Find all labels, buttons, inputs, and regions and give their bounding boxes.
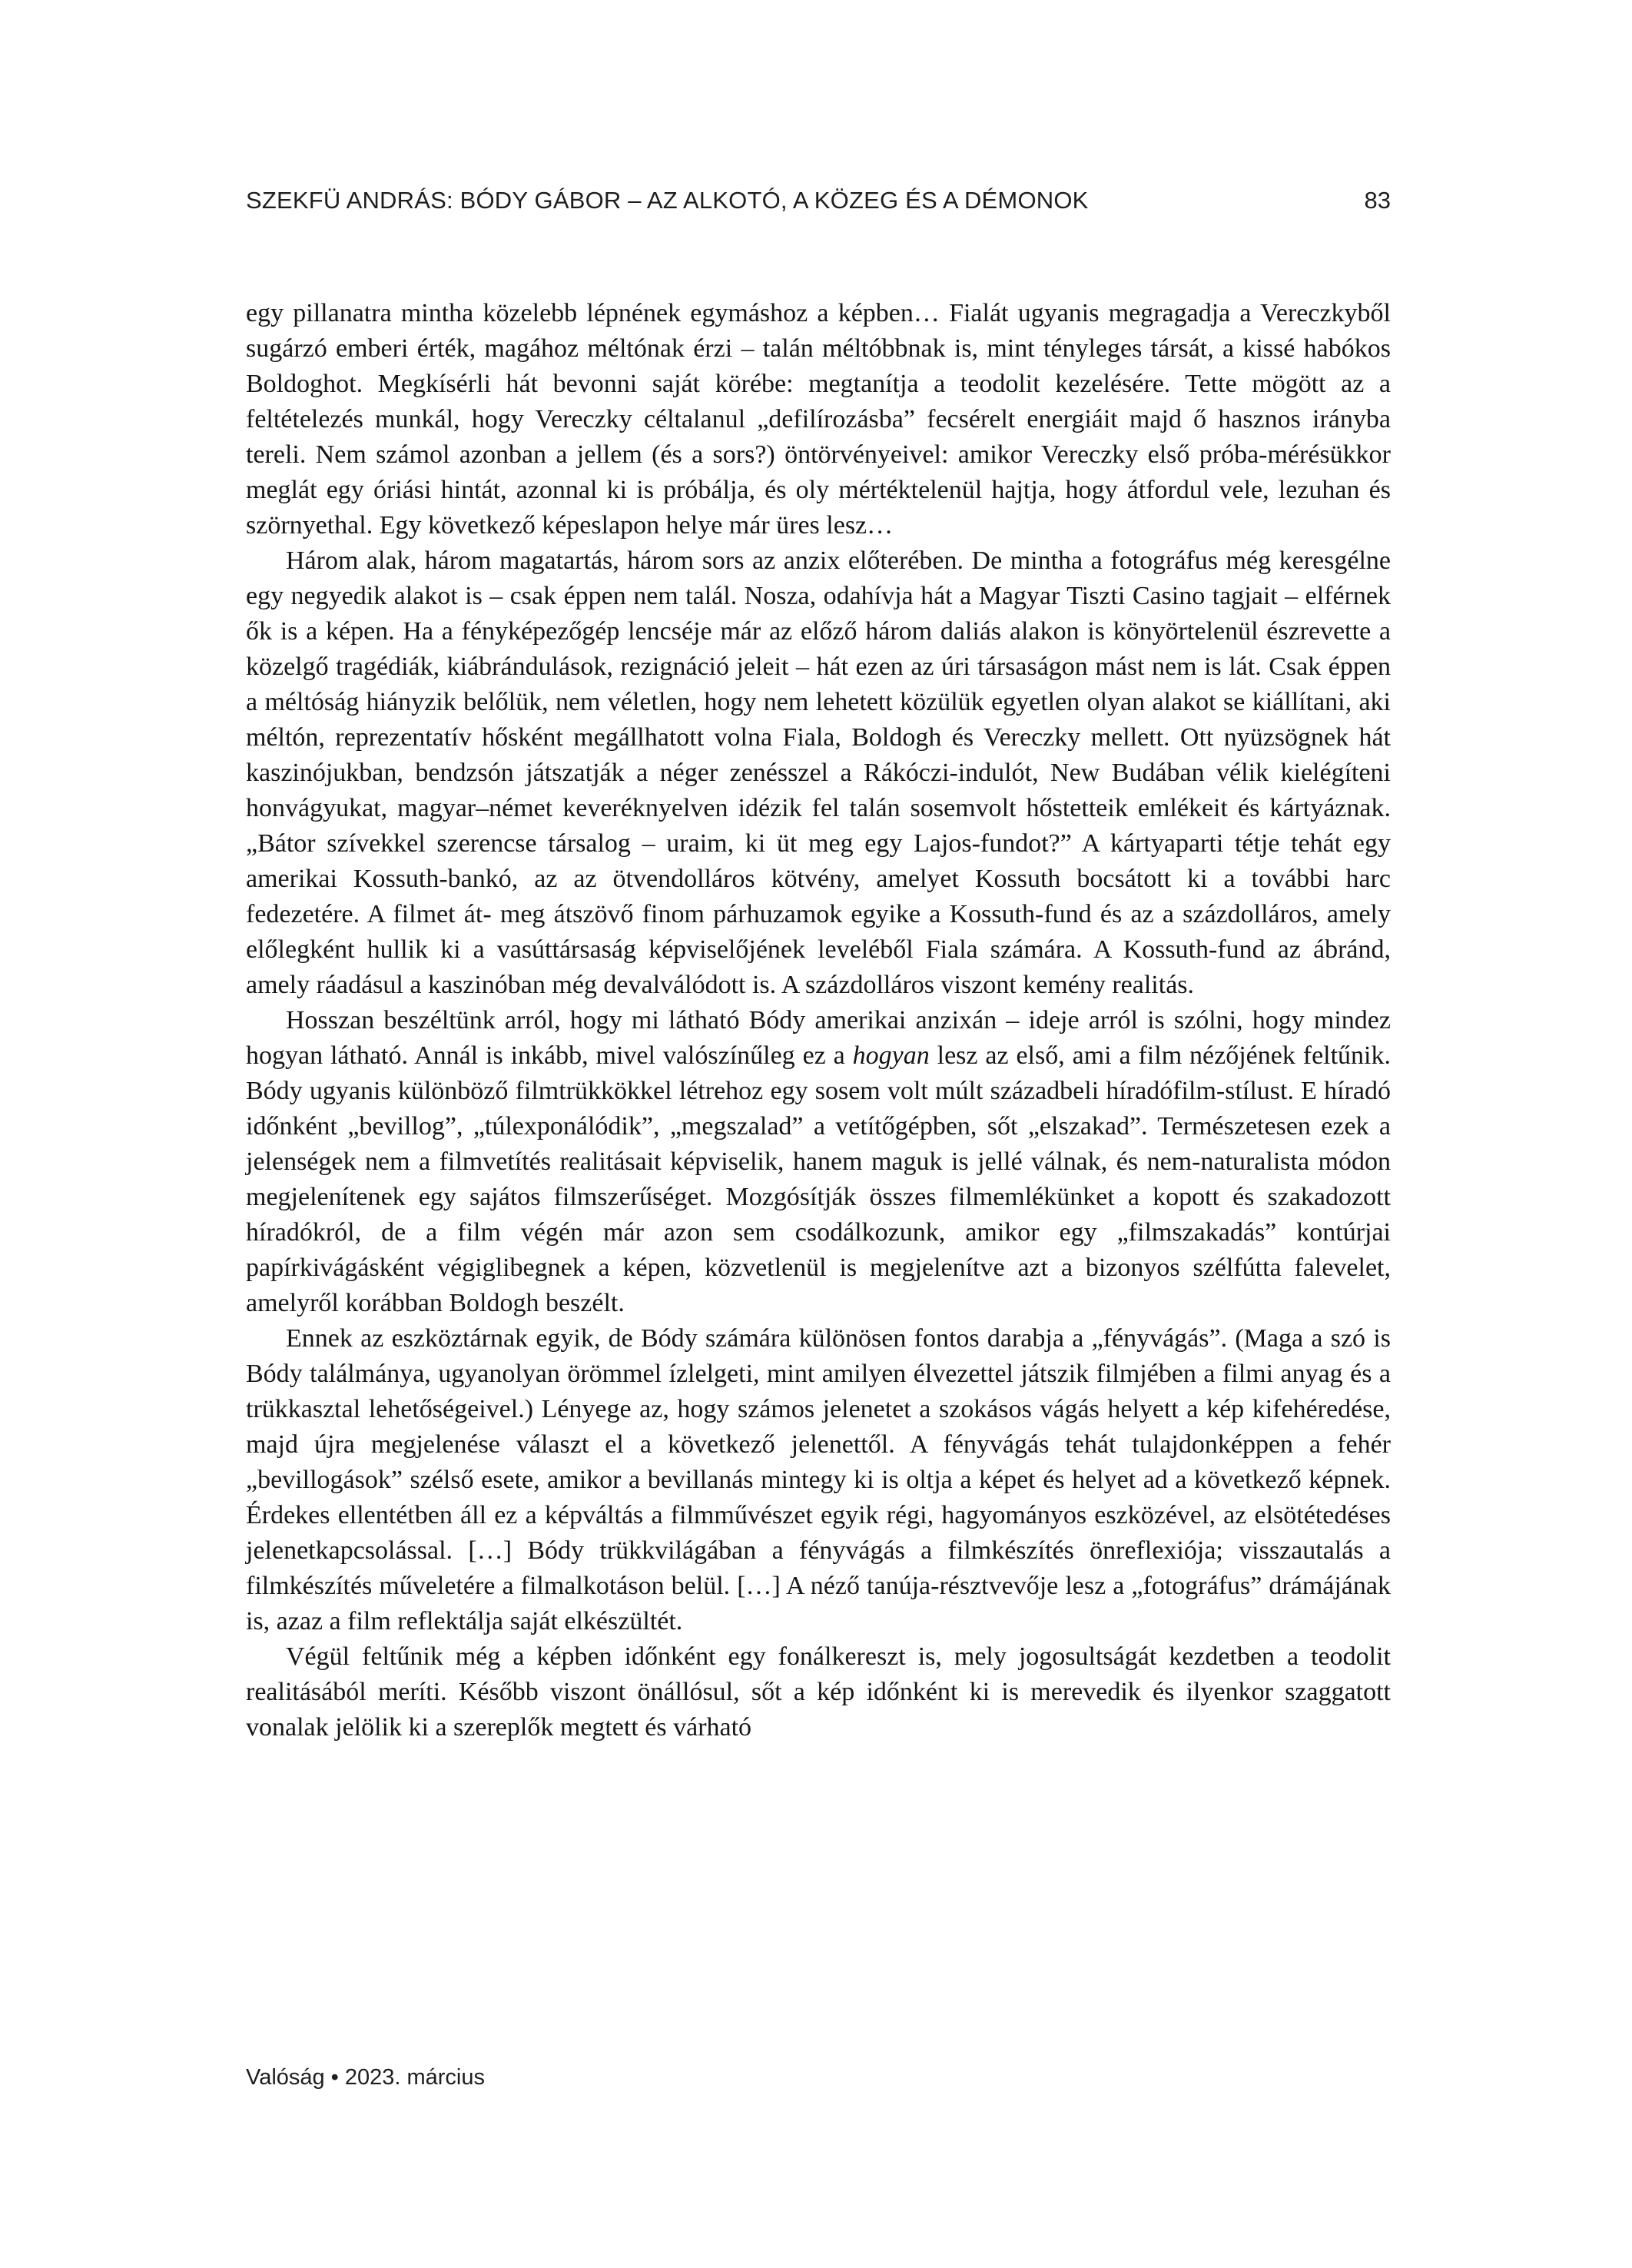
- footer-journal-name: Valóság: [246, 2065, 325, 2090]
- running-head-title: SZEKFÜ ANDRÁS: BÓDY GÁBOR – AZ ALKOTÓ, A KÖZEG ÉS A DÉMONOK: [246, 187, 1089, 214]
- text-run: Végül feltűnik még a képben időnként egy fonálkereszt is, mely jogosultságát kezdetben a teodolit realitásából meríti. Később viszont önállósul, sőt a kép időnként ki is merevedik és ilyenkor szaggatott vonalak jelölik ki a szereplők megtett és várható: [246, 1642, 1391, 1742]
- paragraph: [246, 1003, 1391, 1321]
- page-footer: [246, 2064, 485, 2090]
- paragraph: [246, 543, 1391, 1003]
- article-body: [246, 296, 1391, 1745]
- italic-text-run: hogyan: [852, 1041, 930, 1070]
- page-number: 83: [1364, 187, 1391, 214]
- text-run: Három alak, három magatartás, három sors az anzix előterében. De mintha a fotográfus még keresgélne egy negyedik alakot is – csak éppen nem talál. Nosza, odahívja hát a Magyar Tiszti Casino tagjait – elférnek ők is a képen. Ha a fényképezőgép lencséje már az előző három daliás alakon is könyörtelenül észrevette a közelgő tragédiák, kiábrándulások, rezignáció jeleit – hát ezen az úri társaságon mást nem is lát. Csak éppen a méltóság hiányzik belőlük, nem véletlen, hogy nem lehetett közülük egyetlen olyan alakot se kiállítani, aki méltón, reprezentatív hősként megállhatott volna Fiala, Boldogh és Vereczky mellett. Ott nyüzsögnek hát kaszinójukban, bendzsón játszatják a néger zenésszel a Rákóczi-indulót, New Budában vélik kielégíteni honvágyukat, magyar–német keveréknyelven idézik fel talán sosemvolt hőstetteik emlékeit és kártyáznak. „Bátor szívekkel szerencse társalog – uraim, ki üt meg egy Lajos-fundot?” A kártyaparti tétje tehát egy amerikai Kossuth-bankó, az az ötvendolláros kötvény, amelyet Kossuth bocsátott ki a további harc fedezetére. A filmet át- meg átszövő finom párhuzamok egyike a Kossuth-fund és az a százdolláros, amely előlegként hullik ki a vasúttársaság képviselőjének leveléből Fiala számára. A Kossuth-fund az ábránd, amely ráadásul a kaszinóban még devalválódott is. A százdolláros viszont kemény realitás.: [246, 546, 1391, 999]
- text-run: egy pillanatra mintha közelebb lépnének egymáshoz a képben… Fialát ugyanis megragadja a Vereczkyből sugárzó emberi érték, magához méltónak érzi – talán méltóbbnak is, mint tényleges társát, a kissé habókos Boldoghot. Megkísérli hát bevonni saját körébe: megtanítja a teodolit kezelésére. Tette mögött az a feltételezés munkál, hogy Vereczky céltalanul „defilírozásba” fecsérelt energiáit majd ő hasznos irányba tereli. Nem számol azonban a jellem (és a sors?) öntörvényeivel: amikor Vereczky első próba-mérésükkor meglát egy óriási hintát, azonnal ki is próbálja, és oly mértéktelenül hajtja, hogy átfordul vele, lezuhan és szörnyethal. Egy következő képeslapon helye már üres lesz…: [246, 299, 1391, 540]
- paragraph: [246, 1321, 1391, 1639]
- paragraph: [246, 1639, 1391, 1745]
- paragraph: [246, 296, 1391, 543]
- text-run: Hosszan beszéltünk arról, hogy mi látható Bódy amerikai anzixán – ideje arról is szólni, hogy mindez hogyan látható. Annál is inkább, mivel valószínűleg ez a: [246, 1006, 1391, 1070]
- text-run: Ennek az eszköztárnak egyik, de Bódy számára különösen fontos darabja a „fényvágás”. (Maga a szó is Bódy találmánya, ugyanolyan örömmel ízlelgeti, mint amilyen élvezettel játszik filmjében a filmi anyag és a trükkasztal lehetőségeivel.) Lényege az, hogy számos jelenetet a szokásos vágás helyett a kép kifehéredése, majd újra megjelenése választ el a következő jelenettől. A fényvágás tehát tulajdonképpen a fehér „bevillogások” szélső esete, amikor a bevillanás mintegy ki is oltja a képet és helyet ad a következő képnek. Érdekes ellentétben áll ez a képváltás a filmművészet egyik régi, hagyományos eszközével, az elsötétedéses jelenetkapcsolással. […] Bódy trükkvilágában a fényvágás a filmkészítés önreflexiója; visszautalás a filmkészítés műveletére a filmalkotáson belül. […] A néző tanúja-résztvevője lesz a „fotográfus” drámájának is, azaz a film reflektálja saját elkészültét.: [246, 1324, 1391, 1635]
- text-run: lesz az első, ami a film nézőjének feltűnik. Bódy ugyanis különböző filmtrükkökkel létrehoz egy sosem volt múlt századbeli híradófilm-stílust. E híradó időnként „bevillog”, „túlexponálódik”, „megszalad” a vetítőgépben, sőt „elszakad”. Természetesen ezek a jelenségek nem a filmvetítés realitásait képviselik, hanem maguk is jellé válnak, és nem-naturalista módon megjelenítenek egy sajátos filmszerűséget. Mozgósítják összes filmemlékünket a kopott és szakadozott híradókról, de a film végén már azon sem csodálkozunk, amikor egy „filmszakadás” kontúrjai papírkivágásként végiglibegnek a képen, közvetlenül is megjelenítve azt a bizonyos szélfútta falevelet, amelyről korábban Boldogh beszélt.: [246, 1041, 1391, 1317]
- footer-issue-date: 2023. március: [344, 2065, 485, 2090]
- page-header: [246, 188, 1391, 214]
- bullet-separator-icon: •: [330, 2065, 339, 2090]
